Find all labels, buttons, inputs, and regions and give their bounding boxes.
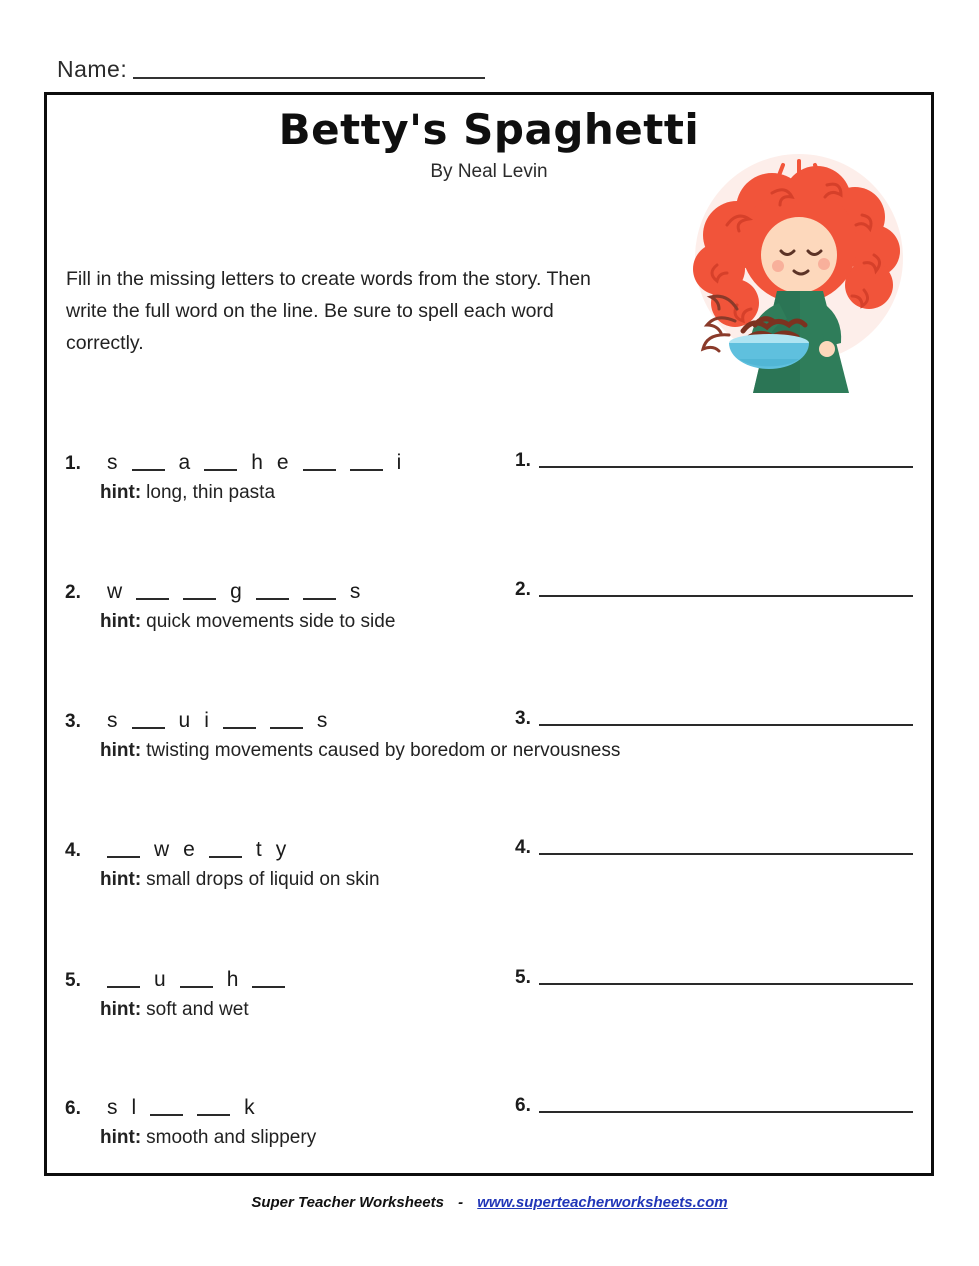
item-number: 6. — [65, 1097, 81, 1119]
item-number: 5. — [65, 969, 81, 991]
hint-line — [65, 740, 917, 762]
hint-text: smooth and slippery — [146, 1126, 317, 1148]
worksheet-item — [65, 967, 917, 1037]
hint-line — [65, 869, 917, 891]
letter: l — [131, 1095, 137, 1119]
letter: i — [396, 450, 402, 474]
item-number: 1. — [65, 452, 81, 474]
letter: k — [244, 1095, 255, 1119]
worksheet-instructions: Fill in the missing letters to create words from the story. Then write the full word on the line. Be sure to spell each word correctly. — [66, 268, 591, 354]
letter: s — [107, 450, 118, 474]
letter-blank — [303, 452, 336, 471]
worksheet-item — [65, 708, 917, 778]
puzzle-tokens — [100, 967, 292, 992]
footer-link[interactable]: www.superteacherworksheets.com — [477, 1194, 728, 1211]
letter: u — [178, 708, 191, 732]
letter: s — [107, 1095, 118, 1119]
letter: e — [183, 837, 195, 861]
answer-number: 5. — [515, 967, 531, 988]
answer-number: 4. — [515, 837, 531, 858]
answer-write-line — [539, 841, 913, 855]
answer-number: 2. — [515, 579, 531, 600]
name-write-line — [133, 59, 485, 79]
worksheet-item — [65, 450, 917, 520]
letter-blank — [132, 452, 165, 471]
worksheet-byline: By Neal Levin — [430, 161, 548, 182]
answer-write-line — [539, 454, 913, 468]
hint-line — [65, 999, 917, 1021]
letter-blank — [150, 1097, 183, 1116]
letter: y — [275, 837, 287, 861]
answer-part — [515, 1095, 913, 1117]
letter: u — [154, 967, 166, 991]
hint-label: hint: — [100, 610, 142, 632]
name-label: Name: — [57, 56, 128, 82]
letter: w — [154, 837, 170, 861]
answer-write-line — [539, 971, 913, 985]
answer-number: 1. — [515, 450, 531, 471]
letter-blank — [303, 581, 336, 600]
letter: a — [178, 450, 191, 474]
answer-part — [515, 450, 913, 472]
puzzle-tokens — [100, 837, 293, 862]
puzzle-tokens — [100, 450, 408, 475]
letter-blank — [132, 710, 165, 729]
letter-blank — [252, 969, 285, 988]
worksheet-item — [65, 579, 917, 649]
hint-text: quick movements side to side — [146, 610, 396, 632]
answer-part — [515, 579, 913, 601]
letter: s — [107, 708, 118, 732]
footer-brand: Super Teacher Worksheets — [251, 1194, 444, 1211]
item-number: 3. — [65, 710, 81, 732]
letter-blank — [350, 452, 383, 471]
letter-blank — [107, 839, 140, 858]
hint-label: hint: — [100, 481, 142, 503]
hint-label: hint: — [100, 998, 142, 1020]
letter: s — [316, 708, 328, 732]
page-footer — [0, 1194, 979, 1211]
hint-text: long, thin pasta — [146, 481, 276, 503]
answer-part — [515, 967, 913, 989]
footer-separator: - — [458, 1194, 464, 1211]
letter-blank — [270, 710, 303, 729]
items-container — [47, 95, 931, 1173]
letter: g — [230, 579, 242, 603]
letter-blank — [197, 1097, 230, 1116]
puzzle-tokens — [100, 708, 334, 733]
letter-blank — [223, 710, 256, 729]
hint-line — [65, 611, 917, 633]
worksheet-item — [65, 1095, 917, 1165]
letter: e — [276, 450, 289, 474]
puzzle-tokens — [100, 579, 367, 604]
letter: s — [349, 579, 361, 603]
item-number: 4. — [65, 839, 81, 861]
letter-blank — [107, 969, 140, 988]
letter-blank — [136, 581, 169, 600]
letter-blank — [204, 452, 237, 471]
answer-write-line — [539, 712, 913, 726]
answer-write-line — [539, 583, 913, 597]
hint-label: hint: — [100, 1126, 142, 1148]
worksheet-box — [44, 92, 934, 1176]
letter: h — [226, 967, 239, 991]
hint-text: small drops of liquid on skin — [146, 868, 380, 890]
name-row — [57, 56, 485, 83]
answer-number: 3. — [515, 708, 531, 729]
letter-blank — [256, 581, 289, 600]
answer-write-line — [539, 1099, 913, 1113]
answer-part — [515, 837, 913, 859]
hint-label: hint: — [100, 739, 142, 761]
letter: h — [251, 450, 263, 474]
hint-text: soft and wet — [146, 998, 249, 1020]
letter: i — [204, 708, 209, 732]
answer-number: 6. — [515, 1095, 531, 1116]
letter-blank — [180, 969, 213, 988]
puzzle-tokens — [100, 1095, 262, 1120]
answer-part — [515, 708, 913, 730]
hint-label: hint: — [100, 868, 142, 890]
letter: w — [107, 579, 123, 603]
hint-line — [65, 1127, 917, 1149]
letter-blank — [183, 581, 216, 600]
letter-blank — [209, 839, 242, 858]
item-number: 2. — [65, 581, 81, 603]
worksheet-title: Betty's Spaghetti — [278, 105, 700, 154]
hint-line — [65, 482, 917, 504]
hint-text: twisting movements caused by boredom or nervousness — [146, 739, 621, 761]
worksheet-item — [65, 837, 917, 907]
letter: t — [255, 837, 262, 861]
